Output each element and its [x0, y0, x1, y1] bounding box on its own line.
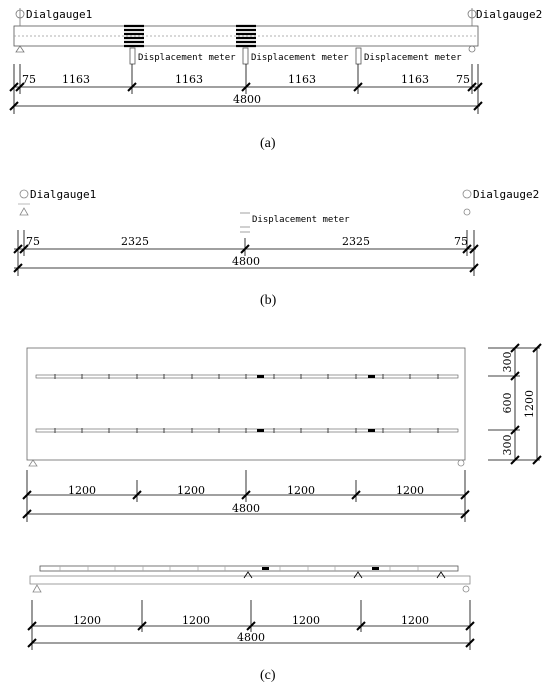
dial-gauge-right-icon	[463, 190, 471, 198]
dim-b-0: 75	[26, 235, 40, 248]
load-point-icon	[437, 572, 445, 578]
load-point-icon	[244, 572, 252, 578]
dim-c-side-0: 300	[501, 351, 514, 373]
caption-c: (c)	[260, 668, 276, 683]
gauge-mark	[257, 429, 264, 432]
dim-c-elev-3: 1200	[401, 614, 429, 627]
dim-c-side-1: 600	[501, 392, 514, 414]
meter-label-2: Displacement meter	[251, 53, 349, 63]
dim-b-1: 2325	[121, 235, 149, 248]
dim-a-3: 1163	[288, 73, 316, 86]
support-left-icon	[16, 46, 24, 52]
caption-b: (b)	[260, 293, 277, 308]
dim-c-plan-3: 1200	[396, 484, 424, 497]
rebar-row-1	[36, 375, 458, 378]
dim-b-total: 4800	[232, 255, 260, 268]
meter-label: Displacement meter	[252, 215, 350, 225]
gauge-mark	[257, 375, 264, 378]
dim-c-plan-2: 1200	[287, 484, 315, 497]
displacement-meter-3-icon	[356, 48, 361, 64]
support-right-icon	[464, 209, 470, 215]
dim-c-elev-1: 1200	[182, 614, 210, 627]
rebar-row-2	[36, 429, 458, 432]
load-point-icon	[354, 572, 362, 578]
support-left-icon	[33, 585, 41, 592]
dim-c-elev-2: 1200	[292, 614, 320, 627]
gauge-mark	[262, 567, 269, 570]
dim-c-side-2: 300	[501, 434, 514, 456]
panel-c-plan	[23, 344, 541, 522]
gauge-right-label: Dialgauge2	[473, 188, 540, 201]
gauge-mark	[372, 567, 379, 570]
dim-a-5: 75	[456, 73, 470, 86]
dim-c-plan-total: 4800	[232, 502, 260, 515]
meter-label-1: Displacement meter	[138, 53, 236, 63]
slab-plan	[27, 348, 465, 460]
dim-c-plan-1: 1200	[177, 484, 205, 497]
dim-a-0: 75	[22, 73, 36, 86]
gauge-left-label: Dialgauge1	[26, 8, 93, 21]
displacement-meter-1-icon	[130, 48, 135, 64]
support-right-icon	[469, 46, 475, 52]
dim-a-4: 1163	[401, 73, 429, 86]
dim-c-side-total: 1200	[523, 390, 536, 418]
support-left-icon	[20, 208, 28, 215]
gauge-right-label: Dialgauge2	[476, 8, 543, 21]
dim-c-elev-0: 1200	[73, 614, 101, 627]
base-plate	[30, 576, 470, 584]
caption-a: (a)	[260, 136, 276, 151]
dial-gauge-left-icon	[20, 190, 28, 198]
dim-c-plan-0: 1200	[68, 484, 96, 497]
gauge-mark	[368, 429, 375, 432]
gauge-mark	[368, 375, 375, 378]
dim-a-total: 4800	[233, 93, 261, 106]
meter-label-3: Displacement meter	[364, 53, 462, 63]
gauge-left-label: Dialgauge1	[30, 188, 97, 201]
dim-b-3: 75	[454, 235, 468, 248]
support-right-icon	[458, 460, 464, 466]
displacement-meter-2-icon	[243, 48, 248, 64]
slab-elevation	[40, 566, 458, 571]
dim-b-2: 2325	[342, 235, 370, 248]
dim-a-2: 1163	[175, 73, 203, 86]
dim-c-elev-total: 4800	[237, 631, 265, 644]
support-right-icon	[463, 586, 469, 592]
dim-a-1: 1163	[62, 73, 90, 86]
support-left-icon	[29, 460, 37, 466]
